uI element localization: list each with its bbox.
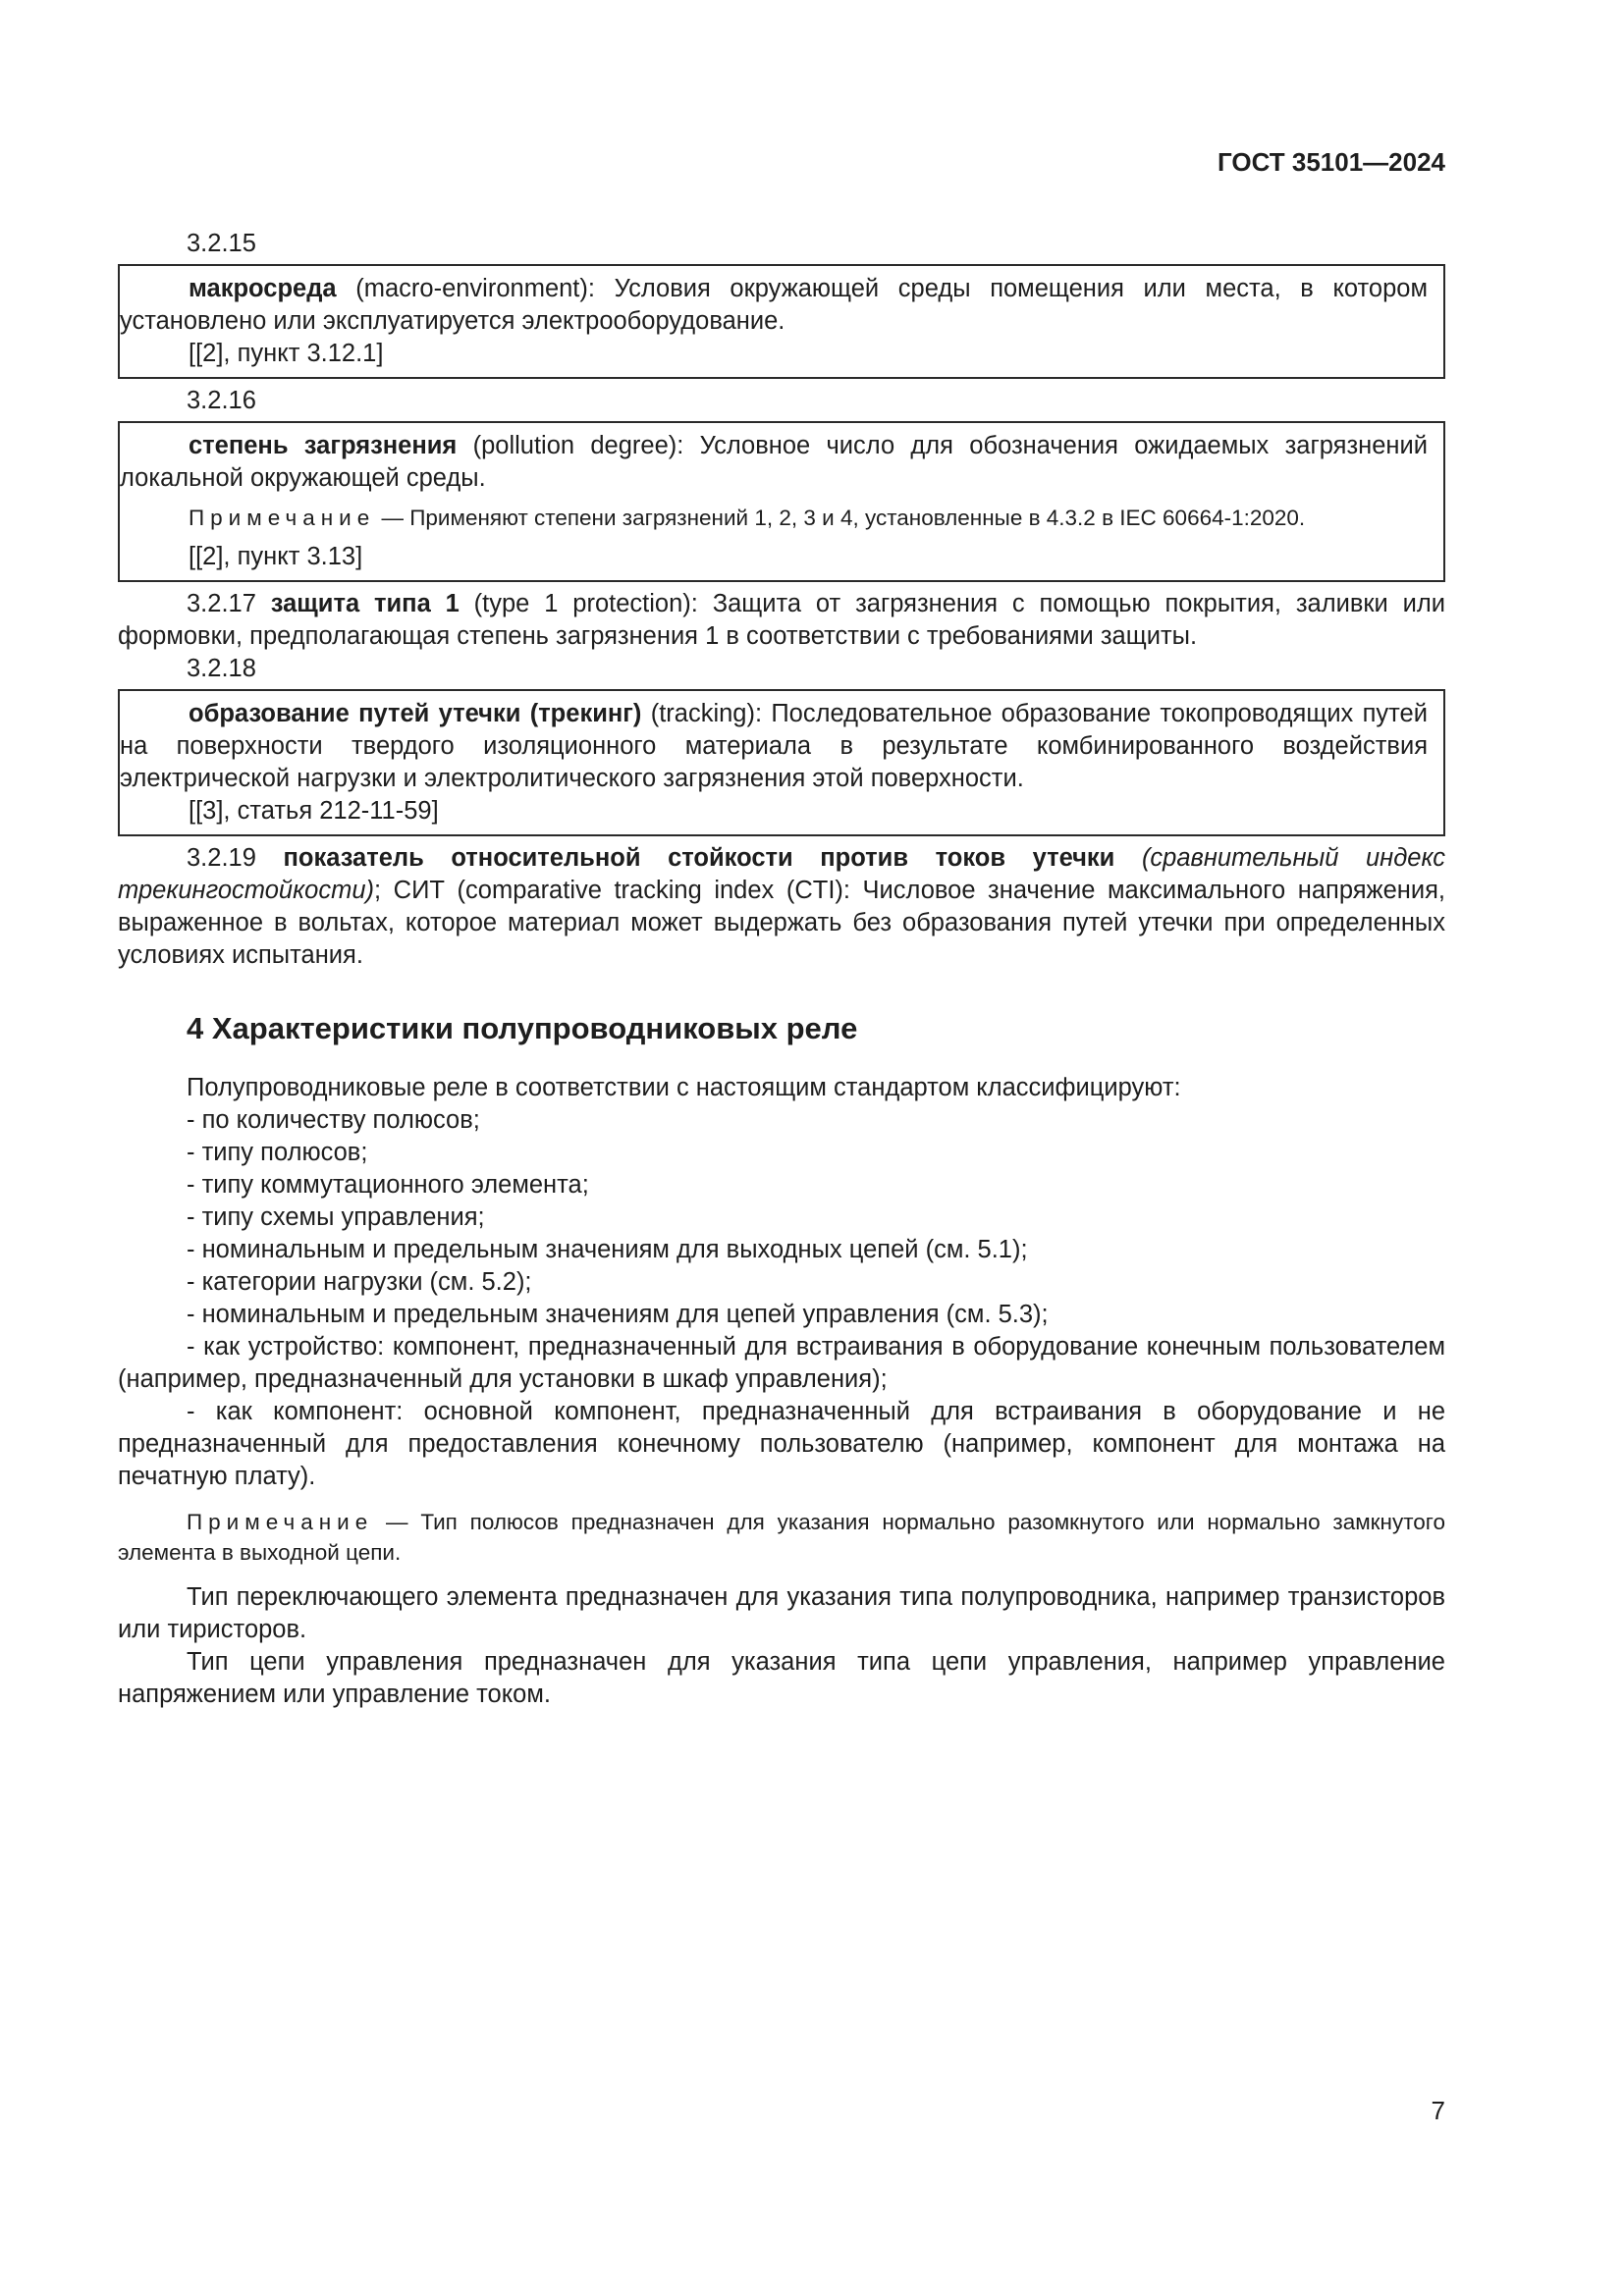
- term-3215: макросреда: [189, 275, 337, 302]
- term-number-3218: 3.2.18: [187, 655, 256, 682]
- term-alt-3219: (сравнительный индекс трекингостойкости): [118, 844, 1445, 904]
- term-number-3219: 3.2.19: [187, 844, 284, 872]
- term-definition-3219: [118, 842, 1445, 972]
- term-number-3216: 3.2.16: [187, 387, 256, 414]
- list-item: - типу схемы управления;: [187, 1203, 485, 1231]
- list-item-device: - как устройство: компонент, предназначенный для встраивания в оборудование конечным пользователем (например, предназначенный для установки в шкаф управления);: [118, 1333, 1445, 1393]
- term-source-3218: [[3], статья 212-11-59]: [189, 797, 439, 825]
- term-box-3218: [118, 689, 1445, 836]
- note-label-3216: Примечание: [189, 506, 376, 530]
- def-3218: (tracking): Последовательное образование токопроводящих путей на поверхности твердого изоляционного материала в результате комбинированного воздействия электрической нагрузки и электролитического загрязнения этой поверхности.: [120, 700, 1428, 792]
- note-text-3216: — Применяют степени загрязнений 1, 2, 3 и 4, установленные в 4.3.2 в IEC 60664-1:2020.: [375, 506, 1306, 530]
- term-definition-3216: [120, 430, 1428, 495]
- list-item: - по количеству полюсов;: [187, 1106, 480, 1134]
- def-3215: (macro-environment): Условия окружающей среды помещения или места, в котором установлено или эксплуатируется электрооборудование.: [120, 275, 1428, 335]
- term-number-3215: 3.2.15: [187, 230, 256, 257]
- list-item: - номинальным и предельным значениям для выходных цепей (см. 5.1);: [187, 1236, 1028, 1263]
- paragraph-control-circuit: Тип цепи управления предназначен для указания типа цепи управления, например управление напряжением или управление током.: [118, 1648, 1445, 1708]
- term-definition-3217: [118, 588, 1445, 653]
- term-number-3217: 3.2.17: [187, 590, 271, 617]
- page-number: 7: [1431, 2096, 1445, 2125]
- term-source-3216: [[2], пункт 3.13]: [189, 543, 363, 570]
- def-3216: (pollution degree): Условное число для обозначения ожидаемых загрязнений локальной окружающей среды.: [120, 432, 1428, 492]
- list-item: - номинальным и предельным значениям для цепей управления (см. 5.3);: [187, 1301, 1049, 1328]
- list-item: - типу полюсов;: [187, 1139, 368, 1166]
- paragraph-switching-element: Тип переключающего элемента предназначен для указания типа полупроводника, например транзисторов или тиристоров.: [118, 1583, 1445, 1643]
- page-body: [118, 228, 1445, 1711]
- section-note: [118, 1507, 1445, 1568]
- list-item-component: - как компонент: основной компонент, предназначенный для встраивания в оборудование и не предназначенный для предоставления конечному пользователю (например, компонент для монтажа на печатную плату).: [118, 1398, 1445, 1490]
- term-box-3216: [118, 421, 1445, 582]
- classification-list: [118, 1104, 1445, 1493]
- def-3217: (type 1 protection): Защита от загрязнения с помощью покрытия, заливки или формовки, предполагающая степень загрязнения 1 в соответствии с требованиями защиты.: [118, 590, 1446, 650]
- term-box-3215: [118, 264, 1445, 379]
- def-3219: ; СИТ (comparative tracking index (CTI): Числовое значение максимального напряжения, выраженное в вольтах, которое материал может выдержать без образования путей утечки при определенных условиях испытания.: [118, 877, 1445, 969]
- section-heading: 4 Характеристики полупроводниковых реле: [187, 1011, 858, 1045]
- document-code: ГОСТ 35101—2024: [1218, 147, 1445, 177]
- note-label: Примечание: [187, 1510, 374, 1534]
- term-definition-3215: [120, 273, 1428, 338]
- list-item: - типу коммутационного элемента;: [187, 1171, 589, 1199]
- term-3218: образование путей утечки (трекинг): [189, 700, 642, 727]
- term-3217: защита типа 1: [270, 590, 460, 617]
- term-definition-3218: [120, 698, 1428, 795]
- term-source-3215: [[2], пункт 3.12.1]: [189, 340, 384, 367]
- term-3219: показатель относительной стойкости против токов утечки: [283, 844, 1115, 872]
- term-3216: степень загрязнения: [189, 432, 458, 459]
- note-text: — Тип полюсов предназначен для указания нормально разомкнутого или нормально замкнутого элемента в выходной цепи.: [118, 1510, 1445, 1565]
- section-intro: Полупроводниковые реле в соответствии с настоящим стандартом классифицируют:: [187, 1074, 1181, 1101]
- list-item: - категории нагрузки (см. 5.2);: [187, 1268, 532, 1296]
- note-3216: [120, 503, 1428, 533]
